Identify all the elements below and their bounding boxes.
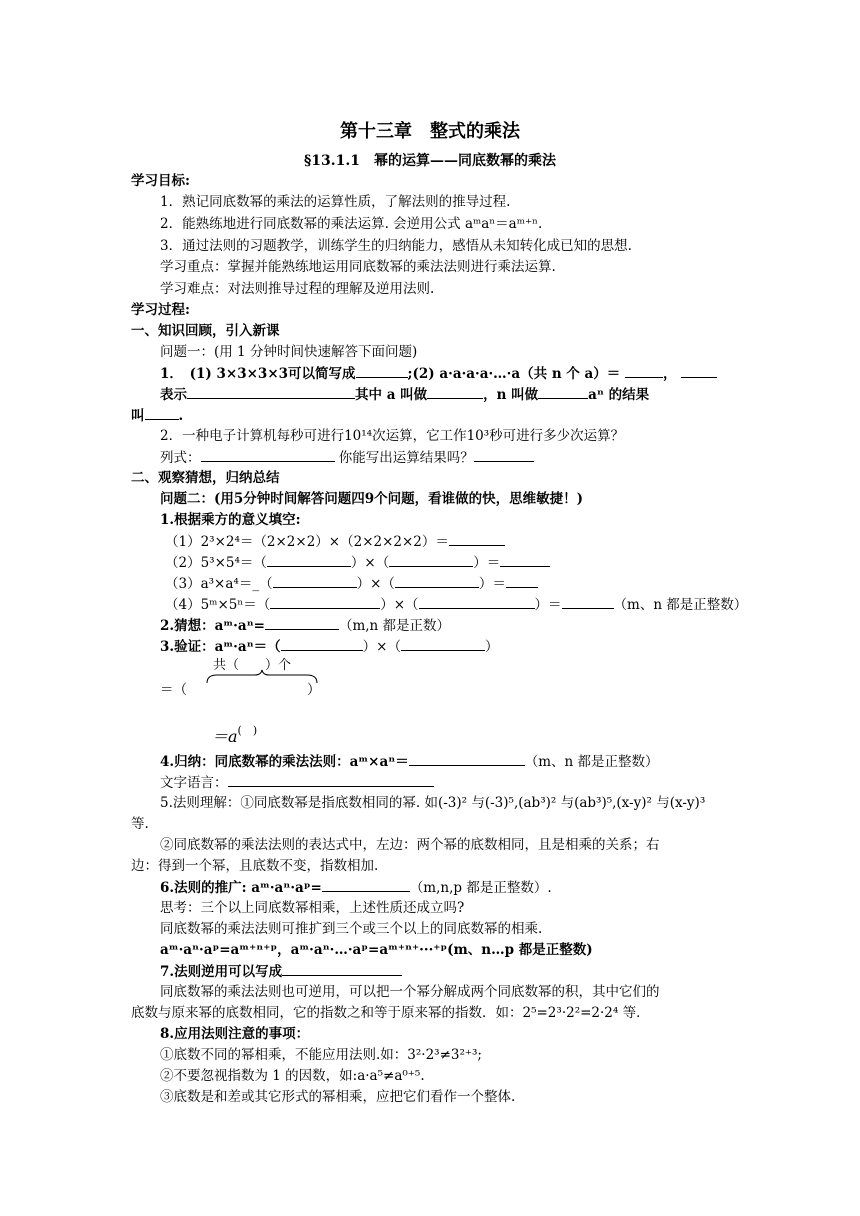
verify-text: ） [484,639,499,655]
q1-text: 其中 a 叫做 [355,387,428,403]
inverse-line [160,962,402,981]
answer-blank[interactable] [681,364,717,378]
extension-line [160,878,552,897]
extension-note: （m,n,p 都是正整数）. [409,880,552,896]
verify-text: 3.验证：aᵐ·aⁿ＝（ [160,639,281,655]
answer-blank[interactable] [500,553,550,567]
q1-line-3 [131,406,183,425]
fill-2 [165,553,550,572]
q1-formula-line [160,448,534,467]
note-1: ①底数不同的幂相乘，不能应用法则.如：3²·2³≠3²⁺³; [160,1047,482,1063]
conclude-note: （m、n 都是正整数） [524,754,659,770]
note-2: ②不要忽视指数为 1 的因数，如:a·a⁵≠a⁰⁺⁵. [160,1068,425,1084]
section-title: §13.1.1 幂的运算——同底数幂的乘法 [303,153,557,169]
brace-label: 共（ ）个 [213,658,292,673]
answer-blank[interactable] [145,406,179,420]
answer-blank[interactable] [201,448,335,462]
guess-line [160,616,450,635]
answer-blank[interactable] [449,532,505,546]
guess-text: 2.猜想：aᵐ·aⁿ= [160,618,265,634]
expansion-close: ） [307,682,321,698]
think-line: 思考：三个以上同底数幂相乘，上述性质还成立吗? [160,900,465,916]
inverse-explain-1: 同底数幂的乘法法则也可逆用，可以把一个幂分解成两个同底数幂的积，其中它们的 [160,984,660,1000]
q1-text: ，n 叫做 [483,387,539,403]
process-heading: 学习过程: [131,302,190,318]
fill-text: ）×（ [350,555,390,571]
verify-line [160,637,498,656]
answer-blank[interactable] [625,364,663,378]
answer-blank[interactable] [187,385,355,399]
q1-text: aⁿ 的结果 [588,387,650,403]
guess-note: （m,n 都是正数） [338,618,451,634]
q1-text: . [178,408,184,424]
q1-line-2 [160,385,649,404]
answer-blank[interactable] [395,574,479,588]
fill-text: （1）2³×2⁴＝（2×2×2）×（2×2×2×2）＝ [165,534,449,550]
answer-blank[interactable] [267,553,351,567]
understand-line-1: 5.法则理解：①同底数幂是指底数相同的幂. 如(-3)² 与(-3)⁵,(ab³)² 与(ab³)⁵,(x-y)² 与(x-y)³ [160,795,706,811]
q1-item-2: 2．一种电子计算机每秒可进行10¹⁴次运算，它工作10³秒可进行多少次运算？ [160,428,625,444]
q1-line-1 [160,364,717,383]
answer-blank[interactable] [322,878,410,892]
answer-blank[interactable] [270,595,380,609]
q1-text: 列式： [160,450,201,466]
fill-1 [165,532,505,551]
answer-blank[interactable] [265,616,339,630]
q1-text-b: ;(2) a·a·a·a·…·a（共 n 个 a）＝ [407,366,621,382]
answer-blank[interactable] [282,962,402,976]
answer-blank[interactable] [427,385,483,399]
fill-text: （m、n 都是正整数） [613,597,748,613]
understand-line-3: ②同底数幂的乘法法则的表达式中，左边：两个幂的底数相同，且是相乘的关系；右 [160,837,660,853]
notes-heading: 8.应用法则注意的事项： [160,1026,310,1042]
answer-blank[interactable] [538,385,588,399]
goals-heading: 学习目标: [131,173,190,189]
question-2: 问题二：(用5分钟时间解答问题四9个问题，看谁做的快，思维敏捷！) [160,491,584,507]
answer-blank[interactable] [419,595,535,609]
chapter-title: 第十三章 整式的乘法 [340,121,520,142]
answer-blank[interactable] [273,574,357,588]
q1-text: 叫 [131,408,145,424]
section-1-heading: 一、知识回顾，引入新课 [131,323,280,339]
fill-text: ）×（ [380,597,419,613]
answer-blank[interactable] [562,595,614,609]
exponent-blank[interactable]: ( ) [237,724,258,737]
fill-3 [165,574,538,593]
power-base: ＝a [212,727,238,746]
answer-blank[interactable] [228,773,434,787]
fill-text: ）＝ [534,597,562,613]
verify-text: ）×（ [362,639,401,655]
inverse-text: 7.法则逆用可以写成 [160,964,283,980]
understand-line-2: 等. [131,816,149,832]
understand-line-4: 边：得到一个幂，且底数不变，指数相加. [131,858,379,874]
q1-text-a: 1． (1) 3×3×3×3可以简写成 [160,366,356,382]
answer-blank[interactable] [474,448,534,462]
fill-text: ）＝ [473,555,501,571]
text-language-label: 文字语言： [160,775,228,791]
answer-blank[interactable] [356,364,408,378]
power-result [212,722,257,746]
answer-blank[interactable] [409,752,525,766]
brace-icon [205,669,320,685]
answer-blank[interactable] [389,553,473,567]
fill-text: ）×（ [356,576,395,592]
fill-text: （3）a³×a⁴＝_（ [165,576,273,592]
answer-blank[interactable] [506,574,538,588]
goal-item-3: 3．通过法则的习题教学，训练学生的归纳能力，感悟从未知转化成已知的思想. [160,238,632,254]
q1-text: 表示 [160,387,187,403]
q2-item-1: 1.根据乘方的意义填空: [160,512,301,528]
fill-text: （4）5ᵐ×5ⁿ＝（ [165,597,271,613]
fill-text: ）＝ [478,576,506,592]
note-3: ③底数是和差或其它形式的幂相乘，应把它们看作一个整体. [160,1089,516,1105]
conclude-text: 4.归纳：同底数幂的乘法法则：aᵐ×aⁿ＝ [160,754,409,770]
key-point: 学习重点：掌握并能熟练地运用同底数幂的乘法法则进行乘法运算. [160,259,556,275]
inverse-explain-2: 底数与原来幂的底数相同，它的指数之和等于原来幂的指数．如：2⁵=2³·2²=2·2⁴ 等． [131,1005,650,1021]
question-1: 问题一：(用 1 分钟时间快速解答下面问题) [160,344,418,360]
conclude-line [160,752,659,771]
extension-text: 6.法则的推广: aᵐ·aⁿ·aᵖ= [160,880,322,896]
expansion-open: ＝（ [160,682,187,698]
q1-text: 你能写出运算结果吗？ [338,450,474,466]
goal-item-1: 1．熟记同底数幂的乘法的运算性质，了解法则的推导过程. [160,194,511,210]
extension-formula: aᵐ·aⁿ·aᵖ=aᵐ⁺ⁿ⁺ᵖ，aᵐ·aⁿ·…·aᵖ=aᵐ⁺ⁿ⁺···⁺ᵖ(m、n…p 都是正整数) [160,942,593,958]
think-answer: 同底数幂的乘法法则可推扩到三个或三个以上的同底数幂的相乘. [160,921,543,937]
answer-blank[interactable] [281,637,363,651]
text-language-line [160,773,434,792]
difficulty-point: 学习难点：对法则推导过程的理解及逆用法则. [160,281,435,297]
section-2-heading: 二、观察猜想，归纳总结 [131,470,280,486]
q1-text-c: ， [663,366,677,382]
goal-item-2: 2．能熟练地进行同底数幂的乘法运算. 会逆用公式 aᵐaⁿ＝aᵐ⁺ⁿ. [160,216,543,232]
fill-text: （2）5³×5⁴＝（ [165,555,267,571]
fill-4 [165,595,747,614]
answer-blank[interactable] [401,637,485,651]
